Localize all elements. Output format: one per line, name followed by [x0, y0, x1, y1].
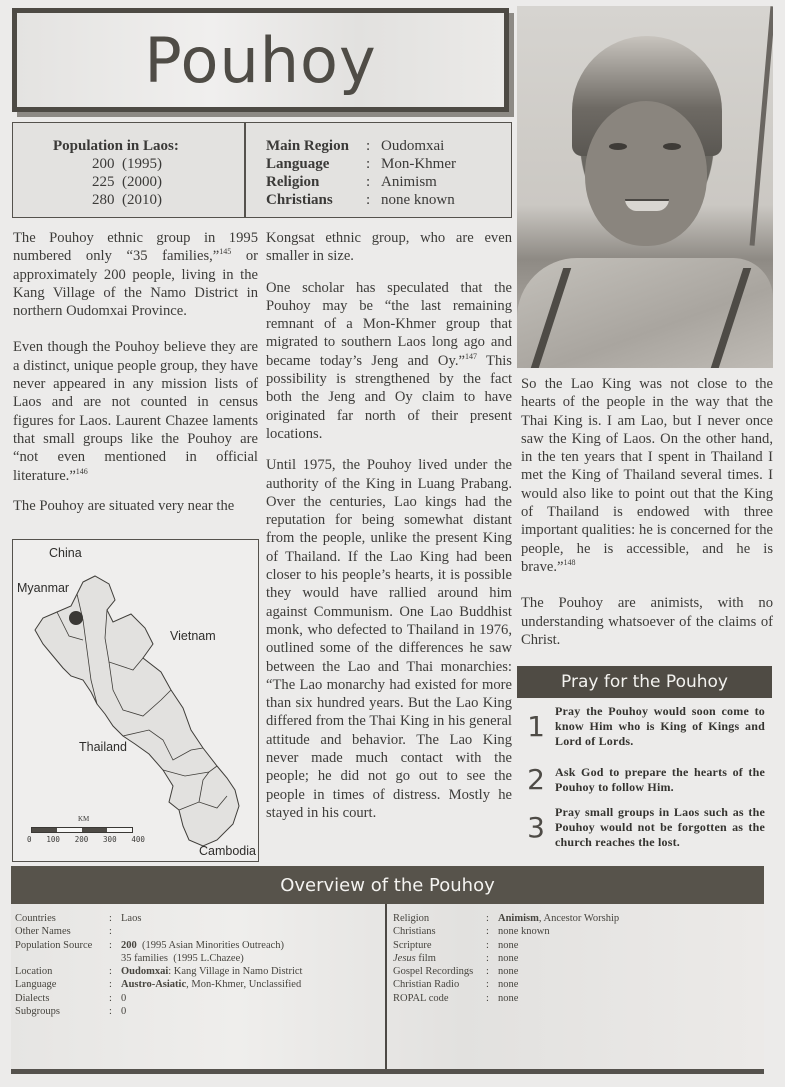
page-title: Pouhoy — [144, 23, 377, 97]
overview-value: Austro-Asiatic, Mon-Khmer, Unclassified — [121, 979, 302, 991]
pray-item — [517, 763, 772, 796]
population-value: 280 — [92, 192, 115, 208]
overview-value: 35 families (1995 L.Chazee) — [121, 952, 244, 964]
fact-row: Language : Mon-Khmer — [266, 156, 456, 172]
overview-value: none — [498, 939, 519, 951]
population-row — [13, 173, 244, 191]
overview-row: Jesus film : none — [393, 952, 519, 964]
text-column-3 — [521, 375, 773, 667]
overview-key: ROPAL code — [393, 992, 449, 1004]
pray-text: Ask God to prepare the hearts of the Pouhoy to follow Him. — [555, 764, 765, 794]
overview-value: 0 — [121, 992, 127, 1004]
overview-value: none known — [498, 926, 550, 938]
population-year: (2000) — [122, 174, 162, 190]
pray-number: 3 — [527, 811, 545, 844]
overview-key: Countries — [15, 913, 56, 924]
pray-list — [517, 700, 772, 862]
laos-map — [12, 539, 259, 862]
overview-key: Population Source — [15, 939, 93, 951]
overview-row: Language : Austro-Asiatic, Mon-Khmer, Unclassified — [15, 979, 302, 991]
overview-value: none — [498, 966, 519, 978]
overview-left-column — [15, 912, 380, 1018]
paragraph: One scholar has speculated that the Pouhoy may be “the last remaining remnant of a Mon-Khmer group that migrated to southern Laos long ago and became today’s Jeng and Oy.”$^{147}$ This possibility is strengthened by the fact both the Jeng and Oy claim to have originated far north of their present locations. — [266, 279, 512, 442]
population-row — [13, 155, 244, 173]
fact-key: Religion — [266, 174, 320, 190]
pray-item — [517, 805, 772, 850]
overview-row: Other Names : — [15, 926, 112, 938]
paragraph: Even though the Pouhoy believe they are a distinct, unique people group, they have never appeared in any mission lists of Laos and are not counted in census figures for Laos. Laurent Chazee laments that small groups like the Pouhoy are “not even mentioned in official literature.”$^{146}$ — [13, 339, 258, 484]
fact-row: Religion : Animism — [266, 174, 437, 190]
overview-table — [11, 904, 764, 1074]
overview-row: Scripture : none — [393, 939, 519, 951]
paragraph: The Pouhoy ethnic group in 1995 numbered only “35 families,”$^{145}$ or approximately 200 people, living in the Kang Village of the Namo District in northern Oudomxai Province. — [13, 230, 259, 320]
overview-row — [15, 952, 380, 965]
overview-value: Animism, Ancestor Worship — [498, 913, 620, 924]
scale-unit: KM — [78, 815, 90, 823]
pray-text: Pray the Pouhoy would soon come to know Him who is King of Kings and Lord of Lords. — [555, 704, 765, 748]
overview-row: Dialects : 0 — [15, 992, 127, 1004]
overview-key: Christian Radio — [393, 979, 460, 991]
map-label-myanmar: Myanmar — [17, 581, 70, 595]
scale-tick: 100 — [46, 835, 60, 844]
overview-value: none — [498, 979, 519, 991]
fact-row: Main Region : Oudomxai — [266, 138, 445, 154]
fact-key: Main Region — [266, 138, 349, 154]
overview-key: Other Names — [15, 926, 71, 938]
overview-row: Christians : none known — [393, 926, 550, 938]
overview-row: Subgroups : 0 — [15, 1006, 127, 1018]
overview-value: 0 — [121, 1006, 127, 1018]
population-row — [13, 191, 244, 209]
overview-key: Christians — [393, 926, 436, 938]
pray-item — [517, 704, 772, 749]
fact-key: Christians — [266, 192, 333, 208]
overview-key: Language — [15, 979, 57, 991]
fact-value: Oudomxai — [381, 138, 445, 154]
overview-value: none — [498, 992, 519, 1004]
overview-key: Scripture — [393, 939, 432, 951]
overview-row: Population Source : 200 (1995 Asian Minorities Outreach) — [15, 939, 285, 951]
fact-value: Mon-Khmer — [381, 156, 456, 172]
fact-value: Animism — [381, 174, 437, 190]
population-year: (1995) — [122, 156, 162, 172]
text-column-2 — [266, 229, 512, 840]
stats-box — [12, 122, 512, 218]
population-value: 225 — [92, 174, 115, 190]
footnote-ref: 148 — [563, 558, 576, 568]
overview-row: Gospel Recordings : none — [393, 966, 519, 978]
map-label-thailand: Thailand — [79, 740, 127, 754]
paragraph: Kongsat ethnic group, who are even smaller in size. — [266, 230, 512, 265]
column-divider — [385, 904, 387, 1069]
fact-value: none known — [381, 192, 455, 208]
map-label-china: China — [49, 546, 82, 560]
fact-row: Christians : none known — [266, 192, 455, 208]
overview-value: none — [498, 952, 519, 964]
overview-row: Countries : Laos — [15, 913, 142, 924]
paragraph: The Pouhoy are animists, with no understanding whatsoever of the claims of Christ. — [521, 595, 773, 648]
pray-number: 1 — [527, 710, 545, 743]
population-panel — [13, 123, 246, 217]
footnote-ref: 146 — [75, 466, 88, 476]
population-label: Population in Laos: — [53, 138, 179, 154]
fact-key: Language — [266, 156, 330, 172]
overview-key: Location — [15, 966, 53, 978]
overview-value: 200 (1995 Asian Minorities Outreach) — [121, 939, 285, 951]
facts-panel — [246, 123, 456, 217]
population-year: (2010) — [122, 192, 162, 208]
map-label-cambodia: Cambodia — [199, 844, 256, 858]
paragraph: So the Lao King was not close to the hearts of the people in the way that the Thai King is. I am Lao, but I never once saw the King of Laos. On the other hand, in the ten years that I spent in Thailand I met the King of Thailand several times. I would also like to point out that the King of Thailand is endowed with three important qualities: he is concerned for the people, he is accessible, and he is brave.”$^{148}$ — [521, 376, 773, 575]
overview-key: Dialects — [15, 992, 50, 1004]
child-photo — [517, 6, 773, 368]
title-banner — [12, 8, 509, 112]
map-scale-bar — [27, 815, 145, 844]
text-column-1 — [13, 229, 258, 533]
scale-tick: 400 — [131, 835, 145, 844]
overview-key: Jesus film — [393, 952, 436, 964]
scale-tick: 0 — [27, 835, 32, 844]
paragraph: Until 1975, the Pouhoy lived under the authority of the King in Luang Prabang. Over the centuries, Lao kings had the reputation for being somewhat distant from the people, unlike the present King of Thailand. If the Lao King had been closer to his people’s hearts, it is possible they would have rallied around him against Communism. One Lao Buddhist monk, who defected to Thailand in 1976, outlined some of the differences he saw between the Lao and Thai monarchies: “The Lao monarchy had existed for more than six hundred years. But the Lao King differed from the Thai King in his general attitude and behavior. The Lao King never made much contact with the people; he did not go out to see the people in times of distress. Mostly he stayed in his court. — [266, 457, 512, 821]
overview-row: Christian Radio : none — [393, 979, 519, 991]
footnote-ref: 147 — [464, 351, 477, 361]
paragraph: The Pouhoy are situated very near the — [13, 497, 235, 514]
face — [585, 101, 707, 246]
overview-row: Location : Oudomxai: Kang Village in Namo District — [15, 966, 303, 978]
overview-right-column — [393, 912, 753, 1005]
map-label-vietnam: Vietnam — [170, 629, 216, 643]
pray-number: 2 — [527, 763, 545, 796]
overview-row: Religion : Animism, Ancestor Worship — [393, 913, 620, 924]
scale-tick: 300 — [103, 835, 117, 844]
location-marker — [69, 611, 83, 625]
pray-section-header: Pray for the Pouhoy — [517, 666, 772, 698]
scale-tick: 200 — [74, 835, 89, 844]
overview-key: Gospel Recordings — [393, 966, 474, 978]
population-value: 200 — [92, 156, 115, 172]
overview-row: ROPAL code : none — [393, 992, 519, 1004]
overview-value: Laos — [121, 913, 142, 924]
overview-header: Overview of the Pouhoy — [11, 866, 764, 904]
pray-text: Pray small groups in Laos such as the Pouhoy would not be forgotten as the church reaches the lost. — [555, 805, 765, 849]
overview-key: Subgroups — [15, 1006, 60, 1018]
overview-key: Religion — [393, 913, 430, 924]
footnote-ref: 145 — [219, 247, 232, 257]
overview-value: Oudomxai: Kang Village in Namo District — [121, 966, 303, 978]
